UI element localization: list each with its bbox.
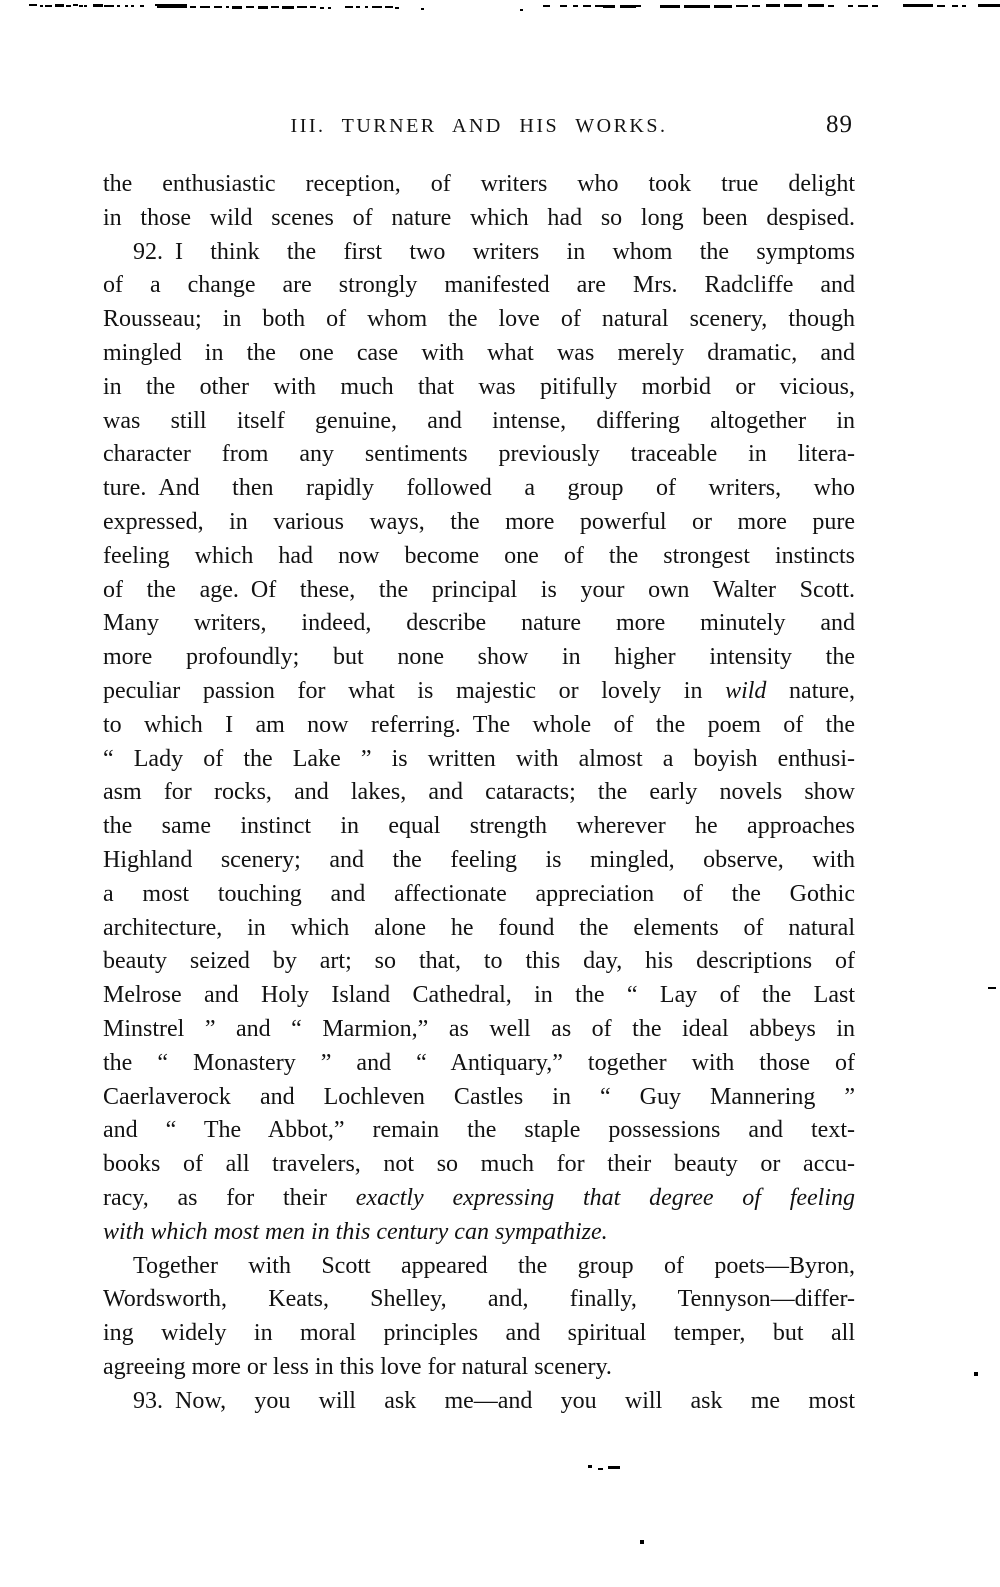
- scan-artifact: [974, 1372, 978, 1376]
- scan-artifact: [200, 6, 210, 8]
- scan-artifact: [736, 5, 748, 7]
- scan-artifact: [310, 6, 316, 8]
- text-segment: beauty seized by art; so that, to this day, his descriptions of: [103, 948, 855, 975]
- text-segment: feeling which had now become one of the strongest instincts: [103, 542, 855, 569]
- scan-artifact: [226, 6, 229, 8]
- text-line: [103, 1250, 855, 1284]
- scan-artifact: [962, 5, 966, 7]
- text-segment: of a change are strongly manifested are Mrs. Radcliffe and: [103, 272, 855, 299]
- scan-artifact: [784, 4, 802, 7]
- text-line: [103, 438, 855, 472]
- scan-artifact: [45, 5, 52, 7]
- text-line: [103, 1216, 855, 1250]
- scan-artifact: [952, 5, 958, 7]
- text-line: [103, 236, 855, 270]
- scan-artifact: [246, 6, 254, 8]
- text-line: [103, 844, 855, 878]
- scan-artifact: [84, 5, 87, 7]
- text-line: [103, 1114, 855, 1148]
- text-segment: character from any sentiments previously traceable in litera-: [103, 441, 855, 468]
- text-segment: ing widely in moral principles and spiritual temper, but all: [103, 1320, 855, 1347]
- text-line: [103, 641, 855, 675]
- scan-artifact: [603, 5, 615, 8]
- text-line: [103, 1081, 855, 1115]
- scan-artifact: [660, 5, 680, 8]
- scan-artifact: [29, 4, 37, 6]
- text-line: [103, 1047, 855, 1081]
- text-segment: 92. I think the first two writers in whom the symptoms: [133, 238, 855, 265]
- italic-text-segment: with which most men in this century can sympathize.: [103, 1218, 608, 1245]
- scan-artifact: [356, 6, 360, 8]
- scan-artifact: [73, 4, 78, 6]
- text-segment: of the age. Of these, the principal is your own Walter Scott.: [103, 576, 855, 603]
- scan-artifact: [520, 9, 523, 11]
- text-segment: Wordsworth, Keats, Shelley, and, finally, Tennyson—differ-: [103, 1286, 855, 1313]
- text-segment: ture. And then rapidly followed a group of writers, who: [103, 475, 855, 502]
- scan-artifact: [55, 4, 64, 7]
- scan-artifact: [684, 5, 710, 8]
- text-segment: Rousseau; in both of whom the love of natural scenery, though: [103, 306, 855, 333]
- text-line: [103, 945, 855, 979]
- text-line: [103, 1351, 855, 1385]
- text-segment: “ Lady of the Lake ” is written with almost a boyish enthusi-: [103, 745, 855, 772]
- scan-artifact: [421, 8, 424, 10]
- scan-artifact: [214, 6, 222, 8]
- scan-artifact: [232, 6, 242, 9]
- text-segment: Melrose and Holy Island Cathedral, in the “ Lay of the Last: [103, 982, 855, 1009]
- text-line: [103, 1148, 855, 1182]
- text-line: [103, 371, 855, 405]
- scan-artifact: [608, 1466, 620, 1469]
- scan-artifact: [328, 7, 331, 9]
- scan-artifact: [117, 5, 120, 7]
- text-segment: Highland scenery; and the feeling is mingled, observe, with: [103, 846, 855, 873]
- scan-artifact: [560, 5, 567, 7]
- text-line: [103, 1013, 855, 1047]
- text-segment: the “ Monastery ” and “ Antiquary,” together with those of: [103, 1049, 855, 1076]
- scan-artifact: [858, 5, 868, 7]
- text-line: [103, 337, 855, 371]
- scan-artifact: [258, 6, 268, 9]
- text-segment: expressed, in various ways, the more powerful or more pure: [103, 508, 855, 535]
- scan-artifact: [988, 987, 996, 989]
- scan-artifact: [93, 4, 103, 7]
- text-line: [103, 1385, 855, 1419]
- scan-artifact: [282, 6, 294, 9]
- scan-artifact: [903, 4, 933, 7]
- text-line: [103, 912, 855, 946]
- italic-text-segment: exactly expressing that degree of feeling: [355, 1184, 856, 1211]
- page-header: [103, 111, 855, 143]
- scan-artifact: [190, 6, 196, 8]
- text-block: [103, 168, 855, 1418]
- text-segment: a most touching and affectionate appreciation of the Gothic: [103, 880, 855, 907]
- scan-artifact: [752, 5, 760, 7]
- italic-text-segment: wild: [725, 677, 767, 704]
- text-segment: Many writers, indeed, describe nature more minutely and: [103, 610, 855, 637]
- scan-artifact: [714, 5, 732, 8]
- scan-artifact: [583, 5, 591, 7]
- scan-artifact: [140, 5, 144, 7]
- scan-artifact: [978, 4, 1000, 7]
- scan-artifact: [66, 5, 71, 7]
- text-line: [103, 1317, 855, 1351]
- text-line: [103, 810, 855, 844]
- page-number: 89: [826, 111, 853, 138]
- text-segment: Together with Scott appeared the group of poets—Byron,: [133, 1252, 855, 1279]
- text-segment: and “ The Abbot,” remain the staple possessions and text-: [103, 1117, 855, 1144]
- text-segment: was still itself genuine, and intense, differing altogether in: [103, 407, 855, 434]
- text-line: [103, 405, 855, 439]
- scan-artifact: [79, 5, 83, 7]
- scan-artifact: [766, 4, 780, 7]
- text-segment: Caerlaverock and Lochleven Castles in “ Guy Mannering ”: [103, 1083, 855, 1110]
- scan-artifact: [588, 1465, 592, 1468]
- text-line: [103, 202, 855, 236]
- scan-artifact: [848, 5, 853, 7]
- text-segment: mingled in the one case with what was merely dramatic, and: [103, 339, 855, 366]
- scan-artifact: [297, 6, 307, 8]
- scan-artifact: [598, 1468, 603, 1470]
- text-line: [103, 472, 855, 506]
- text-line: [103, 269, 855, 303]
- scan-artifact: [828, 5, 834, 7]
- text-segment: asm for rocks, and lakes, and cataracts; the early novels show: [103, 779, 855, 806]
- text-line: [103, 607, 855, 641]
- text-segment: the same instinct in equal strength wherever he approaches: [103, 813, 855, 840]
- text-line: [103, 1182, 855, 1216]
- text-line: [103, 168, 855, 202]
- text-line: [103, 709, 855, 743]
- text-line: [103, 574, 855, 608]
- scan-artifact: [620, 5, 636, 8]
- text-segment: the enthusiastic reception, of writers who took true delight: [103, 171, 855, 197]
- scan-artifact: [640, 1540, 644, 1544]
- text-segment: nature,: [766, 677, 856, 704]
- text-line: [103, 743, 855, 777]
- scan-artifact: [320, 7, 324, 9]
- text-segment: 93. Now, you will ask me—and you will ask me most: [133, 1387, 855, 1414]
- text-line: [103, 878, 855, 912]
- scan-artifact: [872, 5, 878, 7]
- text-segment: architecture, in which alone he found the elements of natural: [103, 914, 855, 941]
- scan-artifact: [636, 5, 641, 7]
- text-segment: peculiar passion for what is majestic or lovely in: [103, 677, 726, 704]
- running-title: III. TURNER AND HIS WORKS.: [290, 115, 668, 137]
- scan-artifact: [40, 5, 43, 7]
- scan-artifact: [385, 6, 393, 8]
- scan-artifact: [937, 5, 945, 7]
- scan-artifact: [110, 5, 114, 7]
- text-line: [103, 303, 855, 337]
- text-line: [103, 979, 855, 1013]
- text-line: [103, 506, 855, 540]
- text-segment: agreeing more or less in this love for natural scenery.: [103, 1353, 612, 1380]
- text-line: [103, 1283, 855, 1317]
- text-line: [103, 776, 855, 810]
- text-line: [103, 540, 855, 574]
- scan-artifact: [395, 7, 399, 9]
- scan-artifact: [125, 5, 128, 7]
- text-segment: racy, as for their: [103, 1184, 356, 1211]
- scan-artifact: [372, 6, 382, 8]
- text-segment: more profoundly; but none show in higher intensity the: [103, 644, 855, 671]
- text-segment: books of all travelers, not so much for their beauty or accu-: [103, 1151, 855, 1178]
- scan-artifact: [808, 4, 824, 7]
- scan-artifact: [543, 5, 550, 7]
- scan-artifact: [345, 6, 353, 8]
- scan-artifact: [157, 4, 187, 8]
- text-segment: Minstrel ” and “ Marmion,” as well as of the ideal abbeys in: [103, 1015, 855, 1042]
- scan-artifact: [271, 6, 279, 8]
- scan-artifact: [131, 5, 134, 7]
- text-segment: in the other with much that was pitifully morbid or vicious,: [103, 373, 855, 400]
- scan-artifact: [365, 6, 368, 8]
- text-segment: in those wild scenes of nature which had so long been despised.: [103, 204, 855, 231]
- scan-artifact: [573, 5, 578, 7]
- text-line: [103, 675, 855, 709]
- text-segment: to which I am now referring. The whole of the poem of the: [103, 711, 855, 738]
